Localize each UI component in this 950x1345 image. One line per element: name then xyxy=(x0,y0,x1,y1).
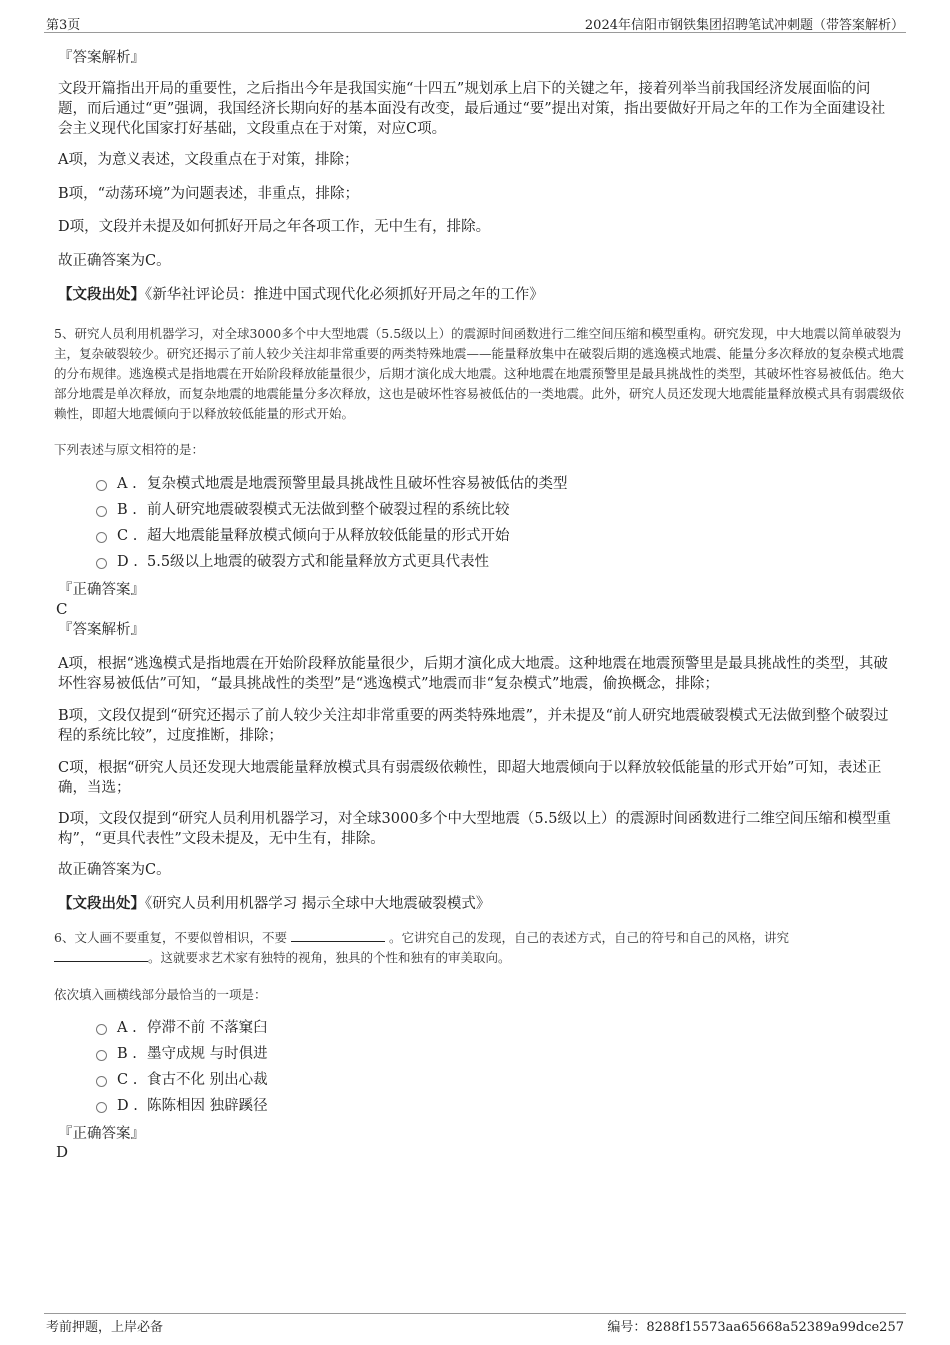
q6-option-d[interactable] xyxy=(96,1096,268,1116)
q6-prompt: 依次填入画横线部分最恰当的一项是： xyxy=(54,987,267,1002)
q6-blank-2 xyxy=(54,949,148,962)
radio-icon[interactable] xyxy=(96,1024,107,1035)
q5-source-text: 《研究人员利用机器学习 揭示全球中大地震破裂模式》 xyxy=(145,896,491,912)
q4-conclusion: 故正确答案为C。 xyxy=(58,253,171,269)
option-text: 复杂模式地震是地震预警里最具挑战性且破坏性容易被低估的类型 xyxy=(147,476,568,492)
option-letter: C . xyxy=(117,1072,138,1088)
q5-analysis-a: A项，根据“逃逸模式是指地震在开始阶段释放能量很少，后期才演化成大地震。这种地震在地震预警里是最具挑战性的类型，其破坏性容易被低估”可知，“最具挑战性的类型”是“逃逸模式”地震而非“复杂模式”地震，偷换概念，排除； xyxy=(58,656,888,692)
q5-correct-answer: C xyxy=(56,600,68,618)
radio-icon[interactable] xyxy=(96,1102,107,1113)
option-text: 5.5级以上地震的破裂方式和能量释放方式更具代表性 xyxy=(147,554,490,570)
option-letter: A . xyxy=(117,476,137,492)
q4-analysis-a: A项，为意义表述，文段重点在于对策，排除； xyxy=(58,152,359,168)
option-letter: A . xyxy=(117,1020,137,1036)
q4-source xyxy=(58,285,544,305)
option-text: 陈陈相因 独辟蹊径 xyxy=(147,1098,268,1114)
q5-prompt: 下列表述与原文相符的是： xyxy=(54,442,205,457)
q5-conclusion: 故正确答案为C。 xyxy=(58,862,171,878)
page-header xyxy=(44,12,906,33)
option-text: 超大地震能量释放模式倾向于从释放较低能量的形式开始 xyxy=(147,528,510,544)
radio-icon[interactable] xyxy=(96,506,107,517)
q5-option-d[interactable] xyxy=(96,552,489,572)
q5-option-b[interactable] xyxy=(96,500,510,520)
option-text: 前人研究地震破裂模式无法做到整个破裂过程的系统比较 xyxy=(147,502,510,518)
q6-correct-answer: D xyxy=(56,1143,69,1161)
q6-stem-part2: 。它讲究自己的发现，自己的表述方式，自己的符号和自己的风格，讲究 xyxy=(388,930,789,945)
option-letter: D . xyxy=(117,554,138,570)
q6-option-a[interactable] xyxy=(96,1018,268,1038)
option-text: 停滞不前 不落窠臼 xyxy=(147,1020,268,1036)
option-letter: B . xyxy=(117,502,137,518)
radio-icon[interactable] xyxy=(96,1076,107,1087)
q5-option-a[interactable] xyxy=(96,474,568,494)
q6-correct-label: 『正确答案』 xyxy=(58,1126,145,1142)
q5-source-label: 【文段出处】 xyxy=(58,895,145,912)
q6-option-c[interactable] xyxy=(96,1070,268,1090)
radio-icon[interactable] xyxy=(96,480,107,491)
q5-correct-label: 『正确答案』 xyxy=(58,582,145,598)
q5-analysis-label: 『答案解析』 xyxy=(58,622,145,638)
q5-analysis-d: D项，文段仅提到“研究人员利用机器学习，对全球3000多个中大型地震（5.5级以上）的震源时间函数进行二维空间压缩和模型重构”，“更具代表性”文段未提及，无中生有，排除。 xyxy=(58,811,891,847)
option-text: 食古不化 别出心裁 xyxy=(147,1072,268,1088)
footer-slogan: 考前押题，上岸必备 xyxy=(46,1320,164,1335)
q4-source-text: 《新华社评论员：推进中国式现代化必须抓好开局之年的工作》 xyxy=(145,287,544,303)
q4-source-label: 【文段出处】 xyxy=(58,286,145,303)
radio-icon[interactable] xyxy=(96,558,107,569)
q4-analysis-label: 『答案解析』 xyxy=(58,50,145,66)
option-text: 墨守成规 与时俱进 xyxy=(147,1046,268,1062)
option-letter: C . xyxy=(117,528,138,544)
option-letter: D . xyxy=(117,1098,138,1114)
q6-option-b[interactable] xyxy=(96,1044,268,1064)
q6-stem-part3: 。这就要求艺术家有独特的视角，独具的个性和独有的审美取向。 xyxy=(148,950,511,965)
q5-source xyxy=(58,894,490,914)
q4-analysis-b: B项，“动荡环境”为问题表述，非重点，排除； xyxy=(58,186,359,202)
radio-icon[interactable] xyxy=(96,1050,107,1061)
q5-option-c[interactable] xyxy=(96,526,510,546)
page-number: 第3页 xyxy=(46,18,81,33)
footer-code: 编号：8288f15573aa65668a52389a99dce257 xyxy=(607,1320,904,1335)
document-title: 2024年信阳市钢铁集团招聘笔试冲刺题（带答案解析） xyxy=(584,18,904,33)
q4-analysis-text: 文段开篇指出开局的重要性，之后指出今年是我国实施“十四五”规划承上启下的关键之年，接着列举当前我国经济发展面临的问题，而后通过“更”强调，我国经济长期向好的基本面没有改变，最后通过“要”提出对策，指出要做好开局之年的工作为全面建设社会主义现代化国家打好基础，文段重点在于对策，对应C项。 xyxy=(58,81,886,137)
q5-analysis-b: B项，文段仅提到“研究还揭示了前人较少关注却非常重要的两类特殊地震”，并未提及“前人研究地震破裂模式无法做到整个破裂过程的系统比较”，过度推断，排除； xyxy=(58,708,889,744)
page-footer xyxy=(44,1313,906,1336)
q6-stem xyxy=(54,928,904,968)
radio-icon[interactable] xyxy=(96,532,107,543)
q6-stem-part1: 6、文人画不要重复，不要似曾相识，不要 xyxy=(54,930,287,945)
q4-analysis-d: D项，文段并未提及如何抓好开局之年各项工作，无中生有，排除。 xyxy=(58,219,491,235)
q6-blank-1 xyxy=(291,929,385,942)
q5-stem: 5、研究人员利用机器学习，对全球3000多个中大型地震（5.5级以上）的震源时间函数进行二维空间压缩和模型重构。研究发现，中大地震以简单破裂为主，复杂破裂较少。研究还揭示了前人较少关注却非常重要的两类特殊地震——能量释放集中在破裂后期的逃逸模式地震、能量分多次释放的复杂模式地震的分布规律。逃逸模式是指地震在开始阶段释放能量很少，后期才演化成大地震。这种地震在地震预警里是最具挑战性的类型，其破坏性容易被低估。绝大部分地震是单次释放，而复杂地震的地震能量分多次释放，这也是破坏性容易被低估的一类地震。此外，研究人员还发现大地震能量释放模式具有弱震级依赖性，即超大地震倾向于以释放较低能量的形式开始。 xyxy=(54,326,905,421)
q5-analysis-c: C项，根据“研究人员还发现大地震能量释放模式具有弱震级依赖性，即超大地震倾向于以释放较低能量的形式开始”可知，表述正确，当选； xyxy=(58,760,882,796)
option-letter: B . xyxy=(117,1046,137,1062)
